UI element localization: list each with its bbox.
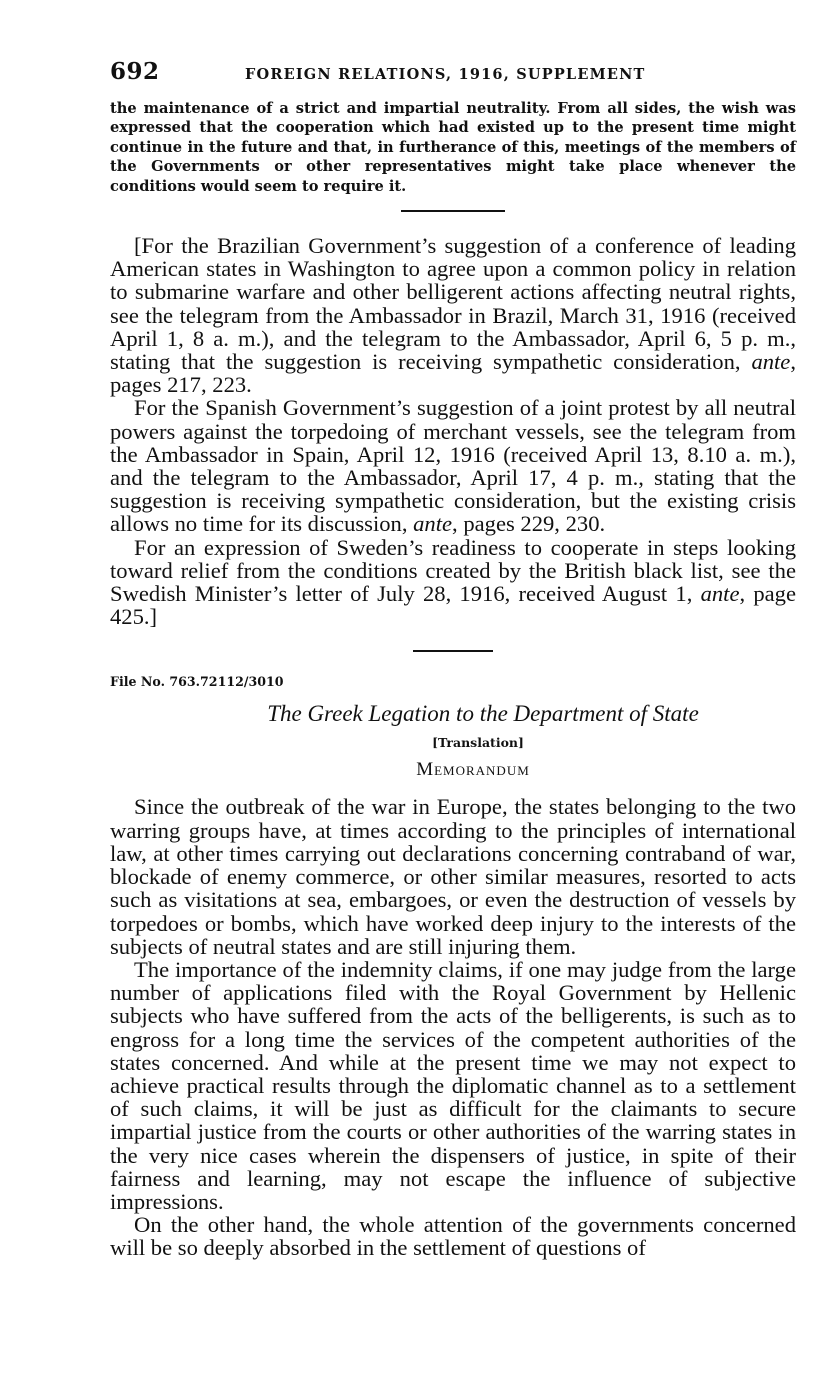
file-number: File No. 763.72112/3010	[110, 674, 284, 690]
editorial-note-paragraph	[110, 536, 796, 629]
editorial-note-pages: , page 425.]	[110, 581, 796, 630]
section-divider	[401, 210, 505, 212]
editorial-note-text: For an expression of Sweden’s readiness to cooperate in steps looking toward relief from the conditions created by the British black list, see the Swedish Minister’s letter of July 28, 1916, received August 1,	[110, 534, 796, 607]
page-number: 692	[110, 58, 160, 85]
editorial-note-text: For the Spanish Government’s suggestion of a joint protest by all neutral powers against the torpedoing of merchant vessels, see the telegram from the Ambassador in Spain, April 12, 1916 (received April 13, 8.10 a. m.), and the telegram to the Ambassador, April 17, 4 p. m., stating that the suggestion is receiving sympathetic consideration, but the existing crisis allows no time for its discussion,	[110, 395, 796, 537]
editorial-note-pages: , pages 217, 223.	[110, 349, 796, 398]
translation-label: [Translation]	[432, 735, 524, 751]
memorandum-label: Memorandum	[416, 759, 530, 781]
italic-ante: ante	[700, 581, 740, 607]
italic-ante: ante	[413, 511, 453, 537]
memorandum-paragraph: The importance of the indemnity claims, if one may judge from the large number of applications filed with the Royal Government by Hellenic subjects who have suffered from the acts of the belligerents, is such as to engross for a long time the services of the competent authorities of the states concerned. And while at the present time we may not expect to achieve practical results through the diplomatic channel as to a settlement of such claims, it will be just as difficult for the claimants to secure impartial justice from the courts or other authorities of the warring states in the very nice cases wherein the dispensers of justice, in spite of their fairness and learning, may not escape the influence of subjective impressions.	[110, 956, 796, 1214]
document-title: The Greek Legation to the Department of State	[267, 701, 699, 727]
editorial-note-text: [For the Brazilian Government’s suggestion of a conference of leading American states in Washington to agree upon a common policy in relation to submarine warfare and other belligerent actions affecting neutral rights, see the telegram from the Ambassador in Brazil, March 31, 1916 (received April 1, 8 a. m.), and the telegram to the Ambassador, April 6, 5 p. m., stating that the suggestion is receiving sympathetic consideration,	[110, 233, 796, 375]
page-header	[110, 58, 796, 85]
section-divider	[413, 650, 493, 652]
continuation-paragraph: the maintenance of a strict and impartial neutrality. From all sides, the wish was expressed that the cooperation which had existed up to the present time might continue in the future and that, in furtherance of this, meetings of the members of the Governments or other representatives might take place whenever the conditions would seem to require it.	[110, 100, 796, 195]
memorandum-paragraph: Since the outbreak of the war in Europe, the states belonging to the two warring groups have, at times according to the principles of international law, at other times carrying out declarations concerning contraband of war, blockade of enemy commerce, or other similar measures, resorted to acts such as visitations at sea, embargoes, or even the destruction of vessels by torpedoes or bombs, which have worked deep injury to the interests of the subjects of neutral states and are still injuring them.	[110, 794, 796, 959]
running-head: FOREIGN RELATIONS, 1916, SUPPLEMENT	[245, 66, 646, 83]
memorandum-heading	[110, 759, 796, 781]
editorial-note-paragraph	[110, 396, 796, 535]
italic-ante: ante	[751, 349, 791, 375]
document-page	[110, 58, 796, 1260]
memorandum-paragraph: On the other hand, the whole attention of the governments concerned will be so deeply absorbed in the settlement of questions of	[110, 1212, 796, 1261]
editorial-note-paragraph	[110, 234, 796, 396]
editorial-note-pages: , pages 229, 230.	[452, 511, 606, 537]
